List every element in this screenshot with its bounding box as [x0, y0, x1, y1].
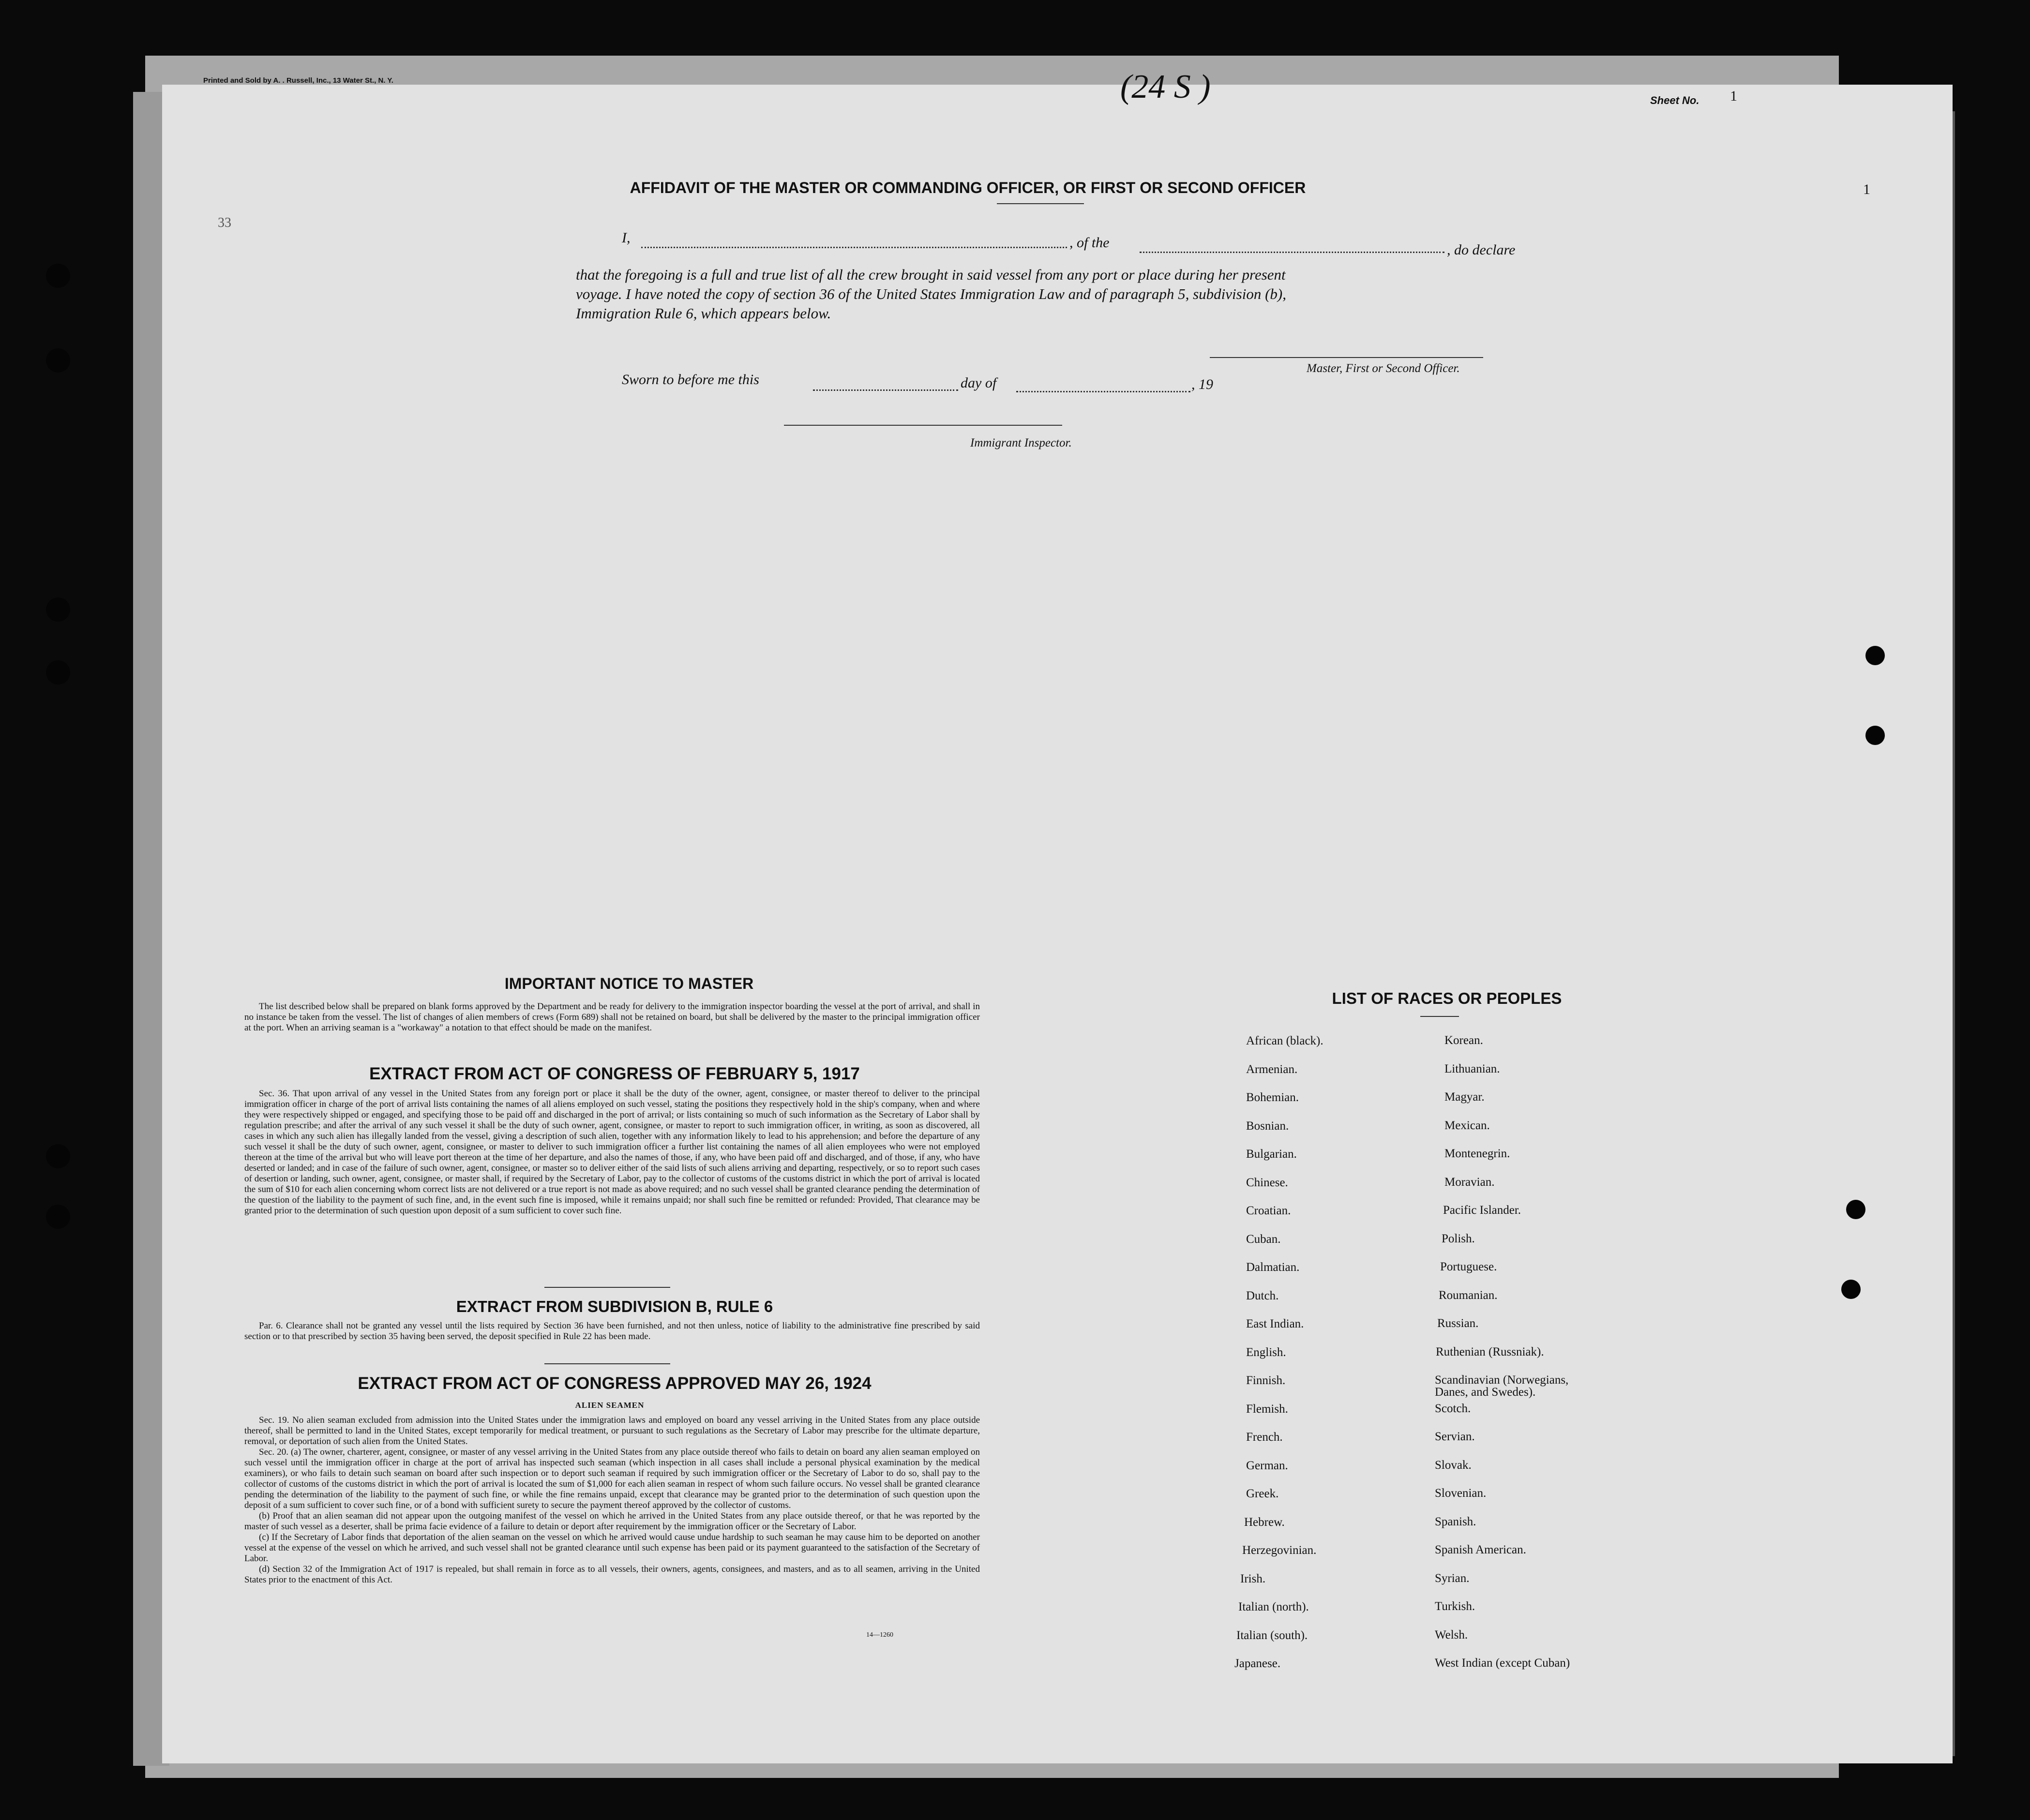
- race-item: West Indian (except Cuban): [1435, 1656, 1570, 1670]
- signature-line: [1210, 357, 1483, 358]
- race-item: Spanish American.: [1435, 1543, 1526, 1556]
- punch-hole: [46, 348, 70, 373]
- act1924-title: EXTRACT FROM ACT OF CONGRESS APPROVED MAY 26, 1924: [358, 1374, 872, 1393]
- notice-text: [244, 1001, 980, 1033]
- punch-hole: [46, 597, 70, 622]
- race-item: Moravian.: [1444, 1175, 1495, 1189]
- race-item: Syrian.: [1435, 1571, 1470, 1585]
- act1924-sec20b: (b) Proof that an alien seaman did not appear upon the outgoing manifest of the vessel on which he arrived in the United States from any place outside thereof, or that he was reported by the master of such vessel as a deserter, shall be prima facie evidence of a failure to detain or deport after requirement by the immigration officer or the Secretary of Labor.: [244, 1511, 980, 1532]
- affidavit-line2: that the foregoing is a full and true list of all the crew brought in said vessel from any port or place during her present: [576, 266, 1286, 283]
- affidavit-line4: Immigration Rule 6, which appears below.: [576, 305, 831, 322]
- day-of-label: day of: [961, 375, 997, 391]
- race-item: Hebrew.: [1244, 1515, 1285, 1529]
- punch-hole: [1865, 646, 1885, 665]
- race-item: Servian.: [1435, 1430, 1475, 1443]
- inspector-line: [784, 425, 1062, 426]
- sworn-label: Sworn to before me this: [622, 372, 759, 388]
- rule6-text: [244, 1321, 980, 1342]
- race-item: Roumanian.: [1439, 1288, 1498, 1302]
- race-item: Bosnian.: [1246, 1119, 1289, 1133]
- vessel-line: [1140, 252, 1444, 253]
- race-item: Turkish.: [1435, 1600, 1475, 1613]
- race-item: French.: [1246, 1431, 1283, 1444]
- form-number: 14—1260: [866, 1631, 893, 1639]
- race-item: Cuban.: [1246, 1232, 1281, 1246]
- sheet-label: Sheet No.: [1650, 94, 1699, 106]
- name-line: [641, 247, 1067, 248]
- act1924-sec19: Sec. 19. No alien seaman excluded from admission into the United States under the immigration laws and employed on board any vessel arriving in the United States from any place outside thereof, shall be permitted to land in the United States, except temporarily for medical treatment, or pursuant to such regulations as the Secretary of Labor may prescribe for the ultimate departure, removal, or deportation of such alien from the United States.: [244, 1415, 980, 1447]
- race-item: Dutch.: [1246, 1289, 1279, 1302]
- race-item: Greek.: [1246, 1487, 1279, 1500]
- rule6-paragraph: Par. 6. Clearance shall not be granted any vessel until the lists required by Section 36 have been furnished, and not then unless, notice of liability to the administrative fine prescribed by said section or to that prescribed by section 35 having been served, the deposit specified in Rule 22 has been made.: [244, 1321, 980, 1342]
- race-item: Russian.: [1437, 1317, 1479, 1330]
- act1924-sec20a: Sec. 20. (a) The owner, charterer, agent, consignee, or master of any vessel arriving in the United States from any place outside thereof who fails to detain on board any alien seaman employed on such vessel until the immigration officer in charge at the port of arrival has inspected such seaman (which inspection in all cases shall include a personal physical examination by the medical examiners), or who fails to detain such seaman on board after such inspection or to deport such seaman if required by such immigration officer or the Secretary of Labor to do so, shall pay to the collector of customs of the customs district in which the port of arrival is located the sum of $1,000 for each alien seaman in respect of whom such failure occurs. No vessel shall be granted clearance pending the determination of the liability to the payment of such fine, or while the fine remains unpaid, except that clearance may be granted prior to the determination of such question upon the deposit of a sum sufficient to cover such fine, or of a bond with sufficient surety to secure the payment thereof approved by the collector of customs.: [244, 1447, 980, 1510]
- section-rule: [544, 1363, 670, 1364]
- affidavit-title: AFFIDAVIT OF THE MASTER OR COMMANDING OFFICER, OR FIRST OR SECOND OFFICER: [630, 179, 1306, 196]
- race-item: Montenegrin.: [1444, 1147, 1510, 1160]
- race-item: Dalmatian.: [1246, 1261, 1300, 1274]
- title-rule: [997, 203, 1084, 204]
- race-item: Welsh.: [1435, 1628, 1468, 1641]
- race-item: Mexican.: [1444, 1119, 1490, 1132]
- race-item: Croatian.: [1246, 1204, 1291, 1217]
- race-item: Irish.: [1240, 1572, 1266, 1585]
- race-item: English.: [1246, 1345, 1286, 1359]
- race-item: Pacific Islander.: [1443, 1204, 1521, 1217]
- signature-label: Master, First or Second Officer.: [1307, 362, 1460, 375]
- act1924-sec20c: (c) If the Secretary of Labor finds that deportation of the alien seaman on the vessel on which he arrived would cause undue hardship to such seaman he may cause him to be deported on another vessel at the expense of the vessel on which he arrived, and such vessel shall not be granted clearance until such expense has been paid or its payment guaranteed to the satisfaction of the Secretary of Labor.: [244, 1532, 980, 1564]
- punch-hole: [46, 1205, 70, 1229]
- handwritten-tab: (24 S ): [1120, 68, 1211, 105]
- race-item: Italian (north).: [1238, 1600, 1309, 1613]
- race-item: German.: [1246, 1459, 1288, 1472]
- act1917-paragraph: Sec. 36. That upon arrival of any vessel in the United States from any foreign port or place it shall be the duty of the owner, agent, consignee, or master thereof to deliver to the principal immigration officer in charge of the port of arrival lists containing the names of all aliens employed on such vessel, stating the positions they respectively hold in the ship's company, when and where they were respectively shipped or engaged, and specifying those to be paid off and discharged in the port of arrival; or lists containing so much of such information as the Secretary of Labor shall by regulation prescribe; and after the arrival of any such vessel it shall be the duty of such owner, agent, consignee, or master to report to such immigration officer, in writing, as soon as discovered, all cases in which any such alien has illegally landed from the vessel, giving a description of such alien, together with any information likely to lead to his apprehension; and before the departure of any such vessel it shall be the duty of such owner, agent, consignee, or master to deliver to such immigration officer a further list containing the names of all alien employees who were not employed thereon at the time of the arrival but who will leave port thereon at the time of her departure, and also the names of those, if any, who have been paid off and discharged, and of those, if any, who have deserted or landed; and in case of the failure of such owner, agent, consignee, or master so to deliver either of the said lists of such aliens arriving and departing, respectively, or so to report such cases of desertion or landing, such owner, agent, consignee, or master shall, if required by the Secretary of Labor, pay to the collector of customs of the customs district in which the port of arrival is located the sum of $10 for each alien concerning whom correct lists are not delivered or a true report is not made as above required; and no such vessel shall be granted clearance pending the determination of the question of the liability to the payment of such fine, and, in the event such fine is imposed, while it remains unpaid; nor shall such fine be remitted or refunded: Provided, That clearance may be granted prior to the determination of such question upon deposit of a sum sufficient to cover such fine.: [244, 1089, 980, 1216]
- sworn-day-line: [813, 389, 958, 391]
- inspector-label: Immigrant Inspector.: [970, 436, 1072, 449]
- section-rule: [544, 1287, 670, 1288]
- race-item: East Indian.: [1246, 1317, 1304, 1330]
- sheet-number: 1: [1730, 88, 1737, 104]
- notice-paragraph: The list described below shall be prepared on blank forms approved by the Department and be ready for delivery to the immigration inspector boarding the vessel at the port of arrival, and shall in no instance be taken from the vessel. The list of changes of alien members of crews (Form 689) shall not be retained on board, but shall be delivered by the master to the principal immigration officer at the port. When an arriving seaman is a "workaway" a notation to that effect should be made on the manifest.: [244, 1001, 980, 1033]
- race-item: Chinese.: [1246, 1176, 1288, 1189]
- margin-mark: 33: [218, 215, 231, 230]
- act1924-sec20d: (d) Section 32 of the Immigration Act of 1917 is repealed, but shall remain in force as to all vessels, their owners, agents, consignees, and masters, and as to all seamen, arriving in the United States prior to the enactment of this Act.: [244, 1564, 980, 1585]
- races-rule: [1420, 1016, 1459, 1017]
- races-title: LIST OF RACES OR PEOPLES: [1332, 989, 1562, 1007]
- race-item: Lithuanian.: [1444, 1062, 1500, 1075]
- affidavit-declare: , do declare: [1447, 242, 1516, 258]
- notice-title: IMPORTANT NOTICE TO MASTER: [504, 975, 754, 992]
- race-item: Italian (south).: [1236, 1628, 1308, 1642]
- act1917-title: EXTRACT FROM ACT OF CONGRESS OF FEBRUARY 5, 1917: [369, 1064, 860, 1083]
- race-item: Slovak.: [1435, 1458, 1472, 1472]
- race-item: Scandinavian (Norwegians, Danes, and Swedes).: [1435, 1373, 1569, 1399]
- punch-hole: [46, 264, 70, 288]
- race-item: Flemish.: [1246, 1402, 1288, 1416]
- race-item: Portuguese.: [1440, 1260, 1497, 1273]
- race-item: Japanese.: [1234, 1657, 1281, 1670]
- race-item: Scotch.: [1435, 1402, 1471, 1415]
- race-item: Slovenian.: [1435, 1487, 1487, 1500]
- race-item: Spanish.: [1435, 1515, 1476, 1528]
- race-item: Armenian.: [1246, 1062, 1298, 1076]
- punch-hole: [1865, 726, 1885, 745]
- race-item: African (black).: [1246, 1034, 1323, 1047]
- printer-line: Printed and Sold by A. . Russell, Inc., 13 Water St., N. Y.: [203, 76, 393, 85]
- race-item: Bohemian.: [1246, 1091, 1299, 1104]
- punch-hole: [46, 660, 70, 685]
- affidavit-line3: voyage. I have noted the copy of section 36 of the United States Immigration Law and of paragraph 5, subdivision (b),: [576, 285, 1286, 302]
- affidavit-i: I,: [622, 230, 631, 246]
- corner-mark: 1: [1863, 181, 1870, 197]
- race-item: Bulgarian.: [1246, 1148, 1297, 1161]
- race-item: Korean.: [1444, 1034, 1483, 1047]
- year-label: , 19: [1191, 376, 1213, 392]
- race-item: Finnish.: [1246, 1374, 1286, 1387]
- race-item: Herzegovinian.: [1242, 1544, 1317, 1557]
- affidavit-of-the: , of the: [1069, 235, 1110, 251]
- punch-hole: [1846, 1200, 1865, 1219]
- act1917-text: [244, 1089, 980, 1216]
- act1924-subtitle: ALIEN SEAMEN: [575, 1401, 645, 1410]
- punch-hole: [1841, 1280, 1861, 1299]
- race-item: Polish.: [1442, 1232, 1475, 1245]
- rule6-title: EXTRACT FROM SUBDIVISION B, RULE 6: [456, 1298, 773, 1315]
- race-item: Ruthenian (Russniak).: [1436, 1345, 1544, 1358]
- act1924-text: [244, 1415, 980, 1585]
- race-item: Magyar.: [1444, 1090, 1485, 1104]
- sworn-month-line: [1016, 391, 1190, 392]
- punch-hole: [46, 1144, 70, 1168]
